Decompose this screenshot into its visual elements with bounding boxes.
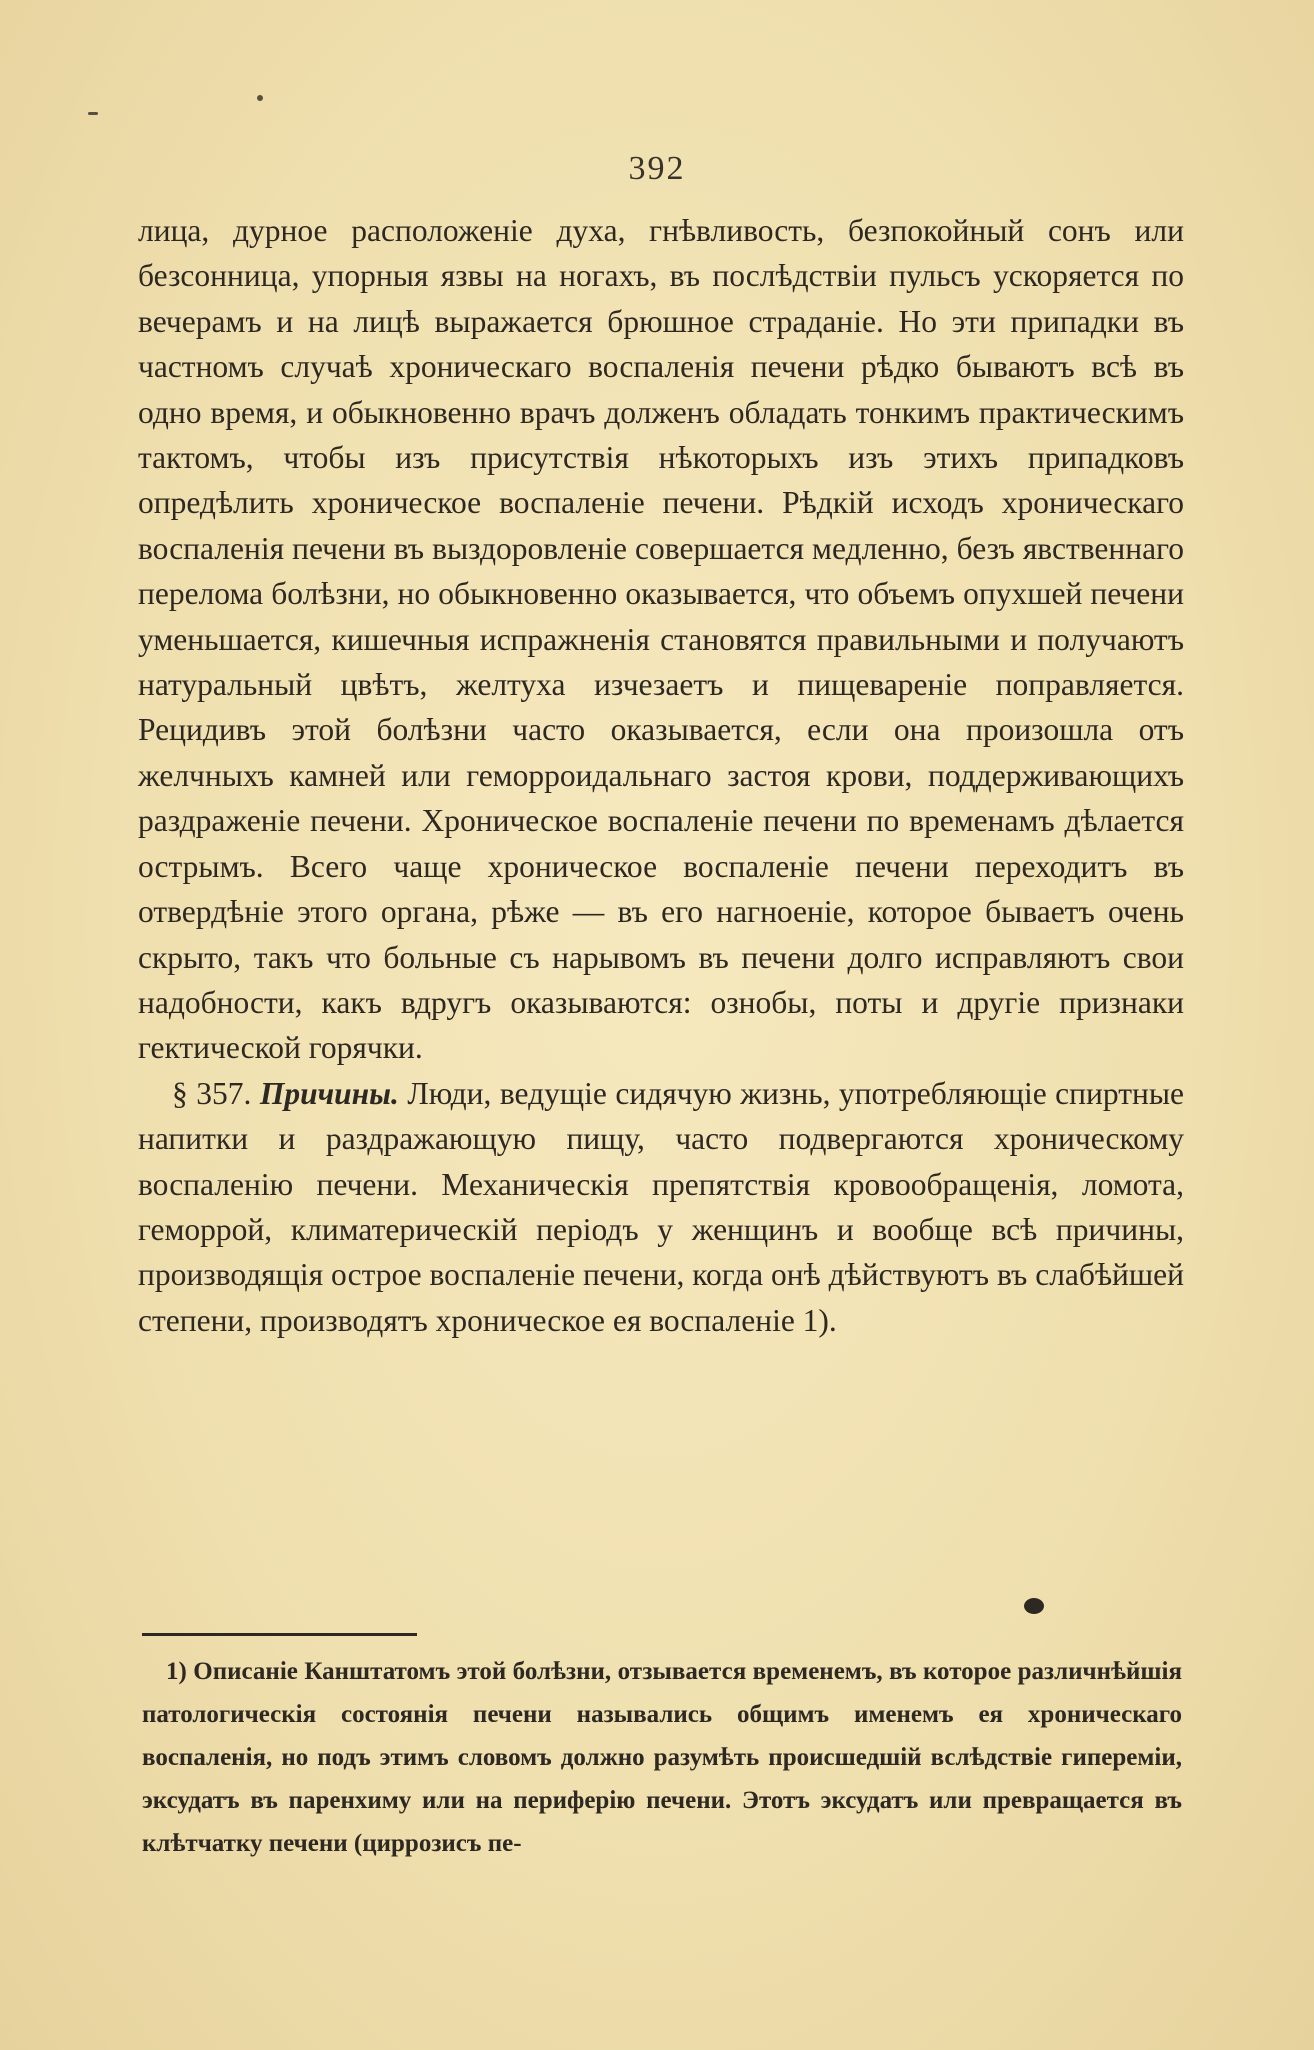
- page-number: 392: [628, 150, 686, 187]
- ink-blot: [1024, 1598, 1044, 1614]
- footnote: 1) Описаніе Канштатомъ этой болѣзни, отзывается временемъ, въ которое различнѣйшія патологическія состоянія печени назывались общимъ именемъ ея хроническаго воспаленія, но подъ этимъ словомъ должно разумѣть происшедшій вслѣдствіе гипереміи, эксудатъ въ паренхиму или на периферію печени. Этотъ эксудатъ или превращается въ клѣтчатку печени (циррозисъ пе-: [142, 1658, 1182, 1857]
- section-heading: Причины.: [259, 1075, 399, 1111]
- section-marker: § 357.: [172, 1075, 252, 1111]
- body-paragraph: лица, дурное расположеніе духа, гнѣвливость, безпокойный сонъ или безсонница, упорныя язвы на ногахъ, въ послѣдствіи пульсъ ускоряется по вечерамъ и на лицѣ выражается брюшное страданіе. Но эти припадки въ частномъ случаѣ хроническаго воспаленія печени рѣдко бываютъ всѣ въ одно время, и обыкновенно врачъ долженъ обладать тонкимъ практическимъ тактомъ, чтобы изъ присутствія нѣкоторыхъ изъ этихъ припадковъ опредѣлить хроническое воспаленіе печени. Рѣдкій исходъ хроническаго воспаленія печени въ выздоровленіе совершается медленно, безъ явственнаго перелома болѣзни, но обыкновенно оказывается, что объемъ опухшей печени уменьшается, кишечныя испражненія становятся правильными и получаютъ натуральный цвѣтъ, желтуха изчезаетъ и пищевареніе поправляется. Рецидивъ этой болѣзни часто оказывается, если она произошла отъ желчныхъ камней или геморроидальнаго застоя крови, поддерживающихъ раздраженіе печени. Хроническое воспаленіе печени по временамъ дѣлается острымъ. Всего чаще хроническое воспаленіе печени переходитъ въ отвердѣніе этого органа, рѣже — въ его нагноеніе, которое бываетъ очень скрыто, такъ что больные съ нарывомъ въ печени долго исправляютъ свои надобности, какъ вдругъ оказываются: ознобы, поты и другіе признаки гектической горячки.: [138, 213, 1184, 1066]
- paper-speck: [257, 95, 263, 101]
- main-text: [138, 208, 1184, 1343]
- section-text: Люди, ведущіе сидячую жизнь, употребляющіе спиртные напитки и раздражающую пищу, часто подвергаются хроническому воспаленію печени. Механическія препятствія кровообращенія, ломота, геморрой, климатерическій періодъ у женщинъ и вообще всѣ причины, производящія острое воспаленіе печени, когда онѣ дѣйствуютъ въ слабѣйшей степени, производятъ хроническое ея воспаленіе 1).: [138, 1075, 1184, 1338]
- footnote-divider: [142, 1633, 417, 1636]
- paper-speck: [88, 112, 98, 115]
- section-paragraph: [138, 1071, 1184, 1343]
